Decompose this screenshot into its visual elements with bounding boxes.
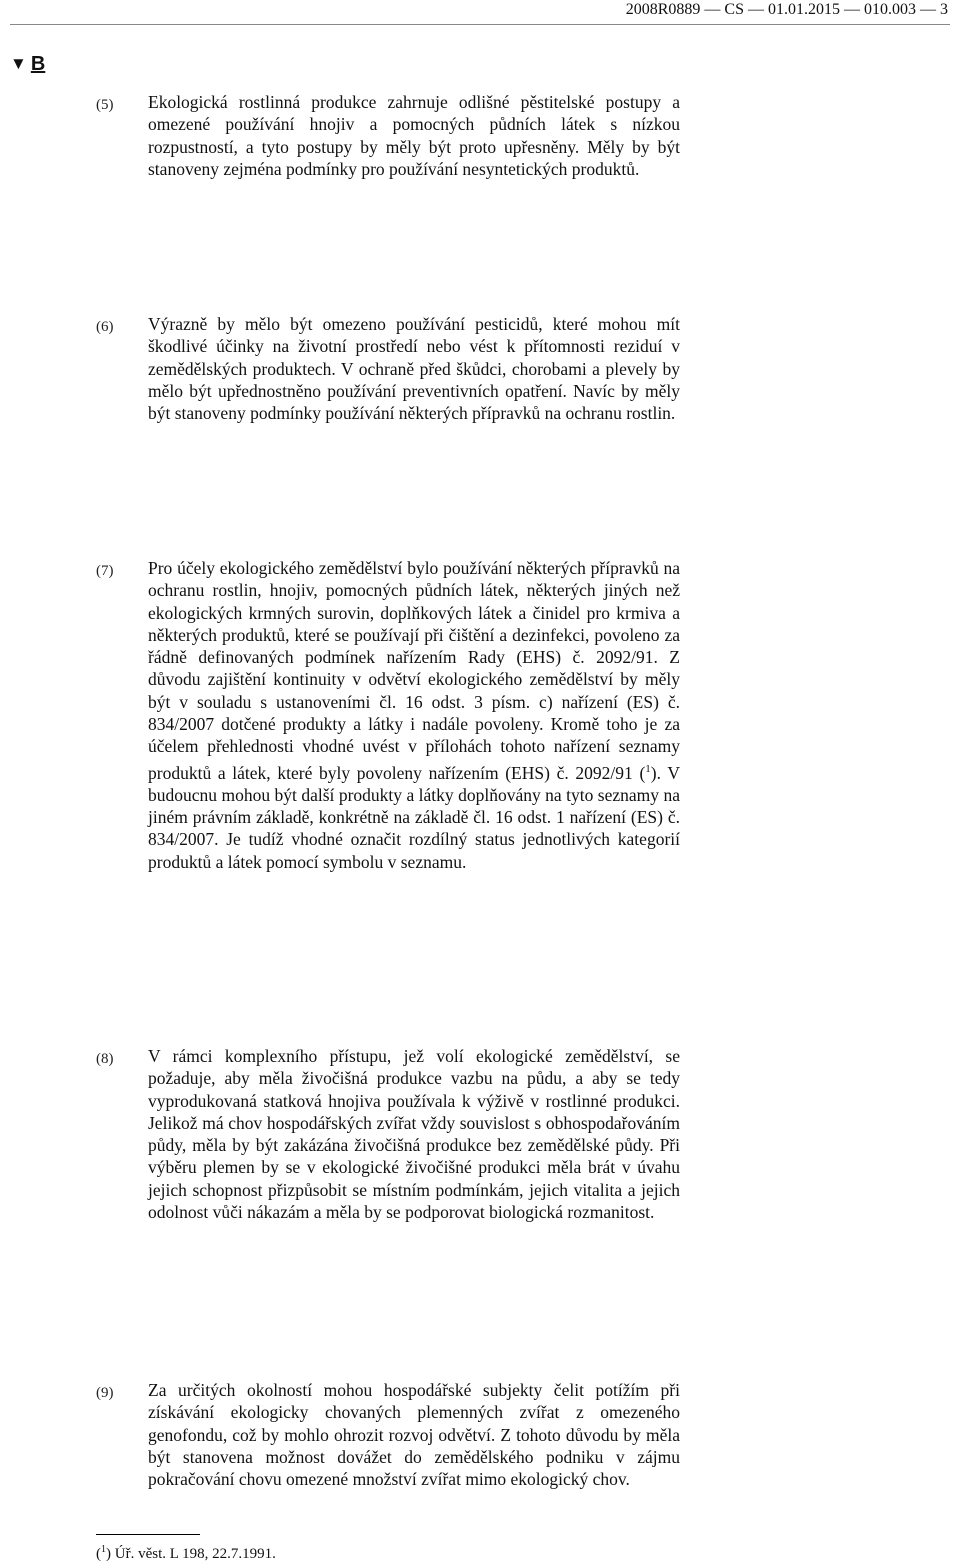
recital-text: Výrazně by mělo být omezeno používání pesticidů, které mohou mít škodlivé účinky na životní prostředí nebo vést k přítomnosti reziduí v zemědělských produktech. V ochraně před škůdci, chorobami a plevely by mělo být upřednostněno používání preventivních opatření. Navíc by měly být stanoveny podmínky používání některých přípravků na ochranu rostlin. <box>148 314 680 424</box>
recital-number: (5) <box>96 97 114 113</box>
footnote-separator <box>96 1534 200 1535</box>
recital-number: (6) <box>96 319 114 335</box>
footnote-marker: 1 <box>101 1544 106 1555</box>
footnote-paren-close: ) <box>106 1546 111 1562</box>
recital-text: Ekologická rostlinná produkce zahrnuje odlišné pěstitelské postupy a omezené používání hnojiv a pomocných půdních látek s nízkou rozpustností, a tyto postupy by měly být proto upřesněny. Měly by být stanoveny zejména podmínky pro používání nesyntetických produktů. <box>148 92 680 179</box>
recital-number: (8) <box>96 1051 114 1067</box>
triangle-down-icon: ▼ <box>10 54 27 73</box>
recital-number: (7) <box>96 563 114 579</box>
recital-number: (9) <box>96 1385 114 1401</box>
amendment-marker-label: B <box>30 53 46 75</box>
recital-text-part: Pro účely ekologického zemědělství bylo používání některých přípravků na ochranu rostlin, hnojiv, pomocných půdních látek, některých jiných než ekologických krmných surovin, doplňkových látek a činidel pro krmiva a některých produktů, které se používají při čištění a dezinfekci, povoleno za řádně definovaných podmínek nařízením Rady (EHS) č. 2092/91. Z důvodu zajištění kontinuity v odvětví ekologického zemědělství by měly být v souladu s ustanoveními čl. 16 odst. 3 písm. c) nařízení (ES) č. 834/2007 dotčené produkty a látky i nadále povoleny. Kromě toho je za účelem přehlednosti vhodné uvést v přílohách tohoto nařízení seznamy produktů a látek, které byly povoleny nařízením (EHS) č. 2092/91 ( <box>148 558 680 783</box>
document-header: 2008R0889 — CS — 01.01.2015 — 010.003 — 3 <box>625 1 948 18</box>
footnote-text: Úř. věst. L 198, 22.7.1991. <box>114 1546 276 1562</box>
recital-text: Za určitých okolností mohou hospodářské subjekty čelit potížím při získávání ekologicky chovaných plemenných zvířat z omezeného genofondu, což by mohlo ohrozit rozvoj odvětví. Z tohoto důvodu by měla být stanovena možnost dovážet do zemědělského podniku v zájmu pokračování chovu omezené množství zvířat mimo ekologický chov. <box>148 1380 680 1490</box>
footnote-paren-open: ( <box>96 1546 101 1562</box>
recital-text: V rámci komplexního přístupu, jež volí ekologické zemědělství, se požaduje, aby měla živočišná produkce vazbu na půdu, a aby se tedy vyprodukovaná statková hnojiva používala k výživě v rostlinné produkci. Jelikož má chov hospodářských zvířat vždy souvislost s obhospodařováním půdy, měla by být zakázána živočišná produkce bez zemědělské půdy. Při výběru plemen by se v ekologické živočišné produkci měla brát v úvahu jejich schopnost přizpůsobit se místním podmínkám, jejich vitalita a jejich odolnost vůči nákazám a měla by se podporovat biologická rozmanitost. <box>148 1046 680 1223</box>
recital-text <box>148 557 680 873</box>
header-rule <box>10 24 950 25</box>
amendment-marker <box>10 52 45 76</box>
recital-text-part: ). V budoucnu mohou být další produkty a látky doplňovány na tyto seznamy na jiném právním základě, konkrétně na základě čl. 16 odst. 1 nařízení (ES) č. 834/2007. Je tudíž vhodné označit rozdílný status jednotlivých kategorií produktů a látek pomocí symbolu v seznamu. <box>148 762 680 872</box>
footnote <box>96 1541 276 1563</box>
footnote-reference[interactable]: 1 <box>645 762 651 775</box>
